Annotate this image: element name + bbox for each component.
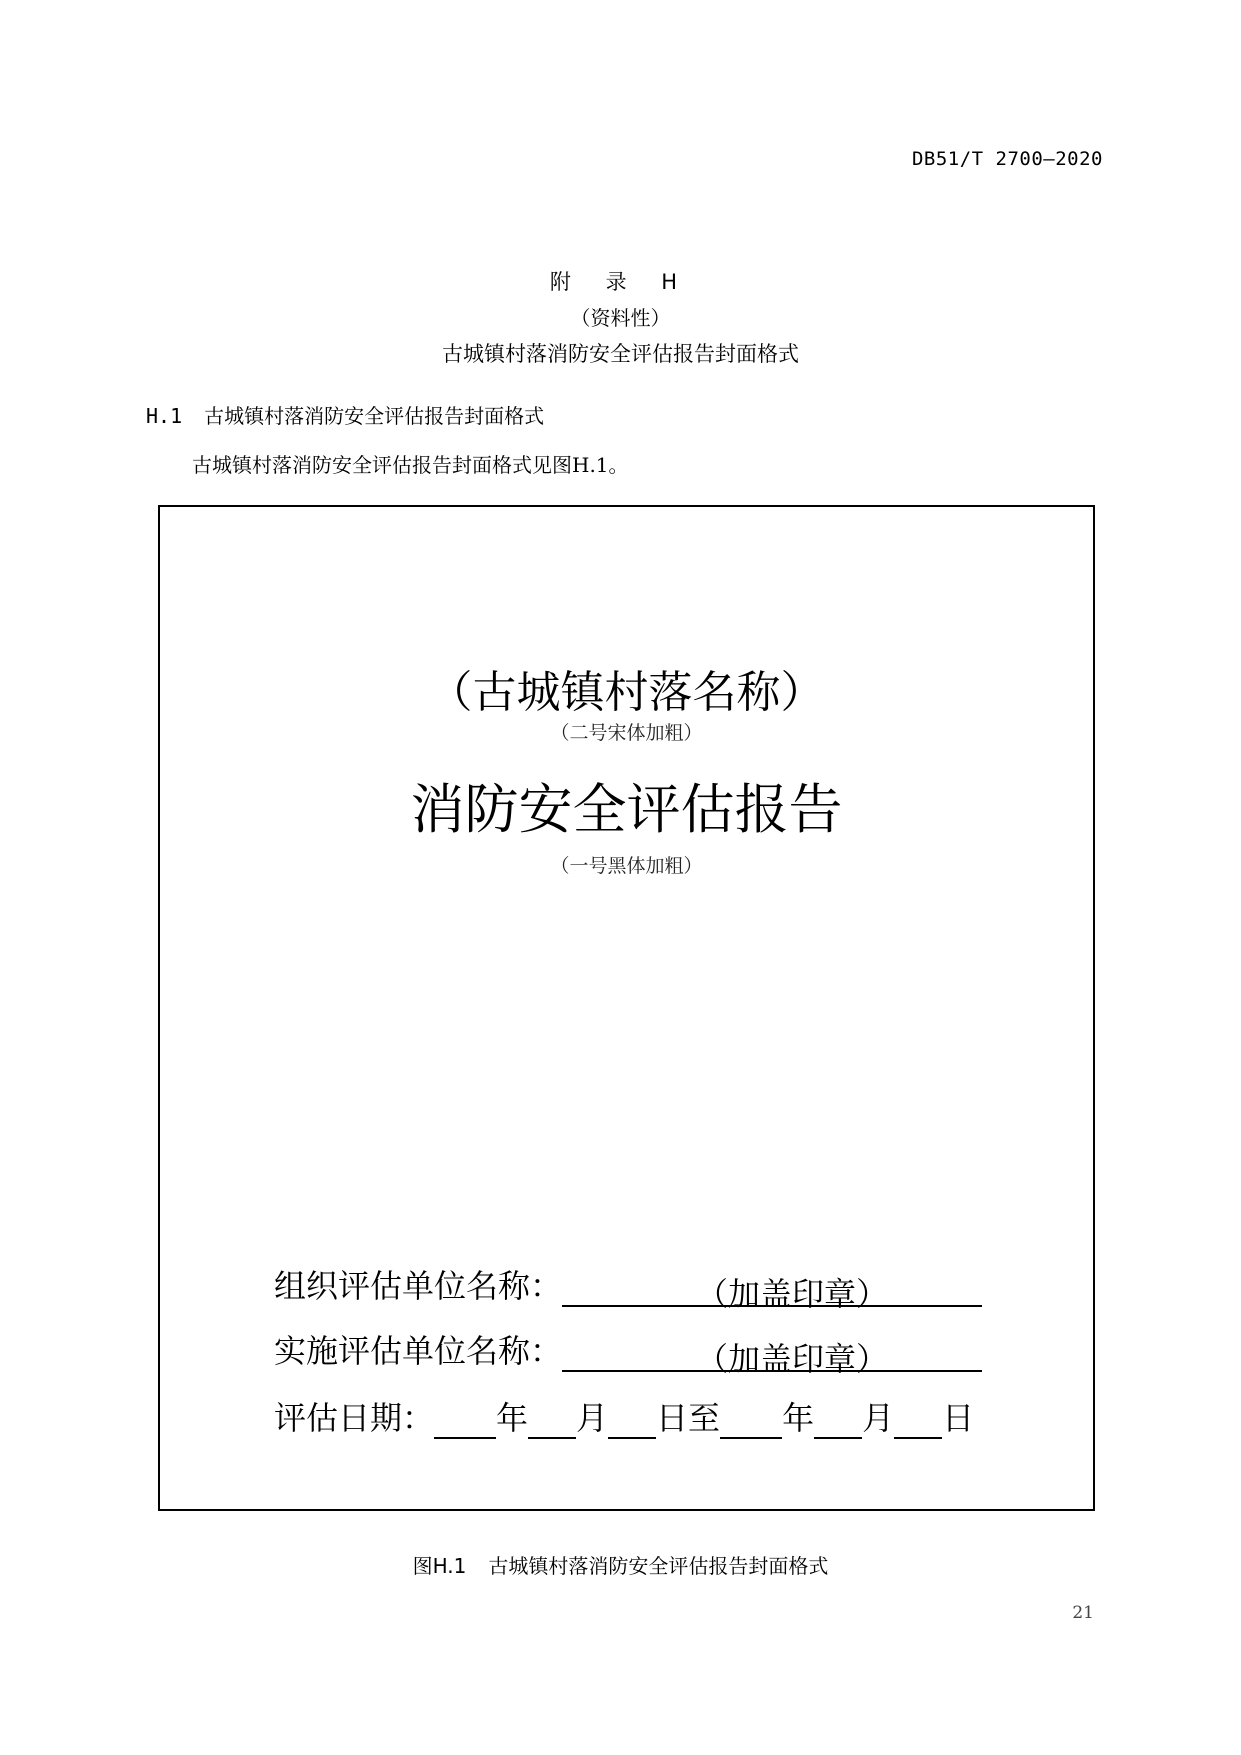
end-month-label: 月 — [862, 1399, 895, 1437]
start-day-blank — [608, 1401, 656, 1439]
date-label: 评估日期： — [274, 1399, 435, 1437]
section-heading — [146, 400, 544, 429]
date-row — [274, 1393, 974, 1439]
end-day-blank — [894, 1401, 942, 1439]
start-day-to-label: 日至 — [656, 1399, 721, 1437]
section-intro: 古城镇村落消防安全评估报告封面格式见图H.1。 — [192, 453, 629, 477]
impl-unit-seal: （加盖印章） — [696, 1340, 889, 1378]
org-unit-seal: （加盖印章） — [696, 1275, 889, 1313]
start-year-label: 年 — [496, 1399, 529, 1437]
impl-unit-blank — [562, 1334, 982, 1378]
section-number: H.1 — [146, 404, 183, 428]
figure-caption — [0, 1550, 1241, 1579]
cover-report-title: 消防安全评估报告 — [410, 778, 843, 841]
appendix-title: 古城镇村落消防安全评估报告封面格式 — [442, 342, 799, 366]
cover-report-title-note: （一号黑体加粗） — [550, 855, 703, 877]
appendix-label: 附 录 H — [549, 270, 692, 294]
end-year-label: 年 — [782, 1399, 815, 1437]
start-year-blank — [434, 1401, 496, 1439]
cover-village-name: （古城镇村落名称） — [428, 667, 825, 718]
end-day-label: 日 — [942, 1399, 975, 1437]
impl-unit-row — [274, 1326, 982, 1378]
end-year-blank — [720, 1401, 782, 1439]
page-number: 21 — [1072, 1603, 1094, 1623]
cover-village-name-note: （二号宋体加粗） — [550, 722, 703, 744]
figure-number: 图H.1 — [412, 1554, 467, 1578]
standard-code: DB51/T 2700—2020 — [911, 148, 1103, 170]
start-month-label: 月 — [576, 1399, 609, 1437]
appendix-nature: （资料性） — [570, 306, 671, 330]
impl-unit-label: 实施评估单位名称： — [274, 1332, 563, 1370]
end-month-blank — [814, 1401, 862, 1439]
start-month-blank — [528, 1401, 576, 1439]
section-title: 古城镇村落消防安全评估报告封面格式 — [204, 404, 545, 428]
org-unit-label: 组织评估单位名称： — [274, 1267, 563, 1305]
org-unit-row — [274, 1261, 982, 1313]
org-unit-blank — [562, 1269, 982, 1313]
cover-frame — [158, 505, 1095, 1511]
figure-caption-text: 古城镇村落消防安全评估报告封面格式 — [488, 1554, 829, 1578]
